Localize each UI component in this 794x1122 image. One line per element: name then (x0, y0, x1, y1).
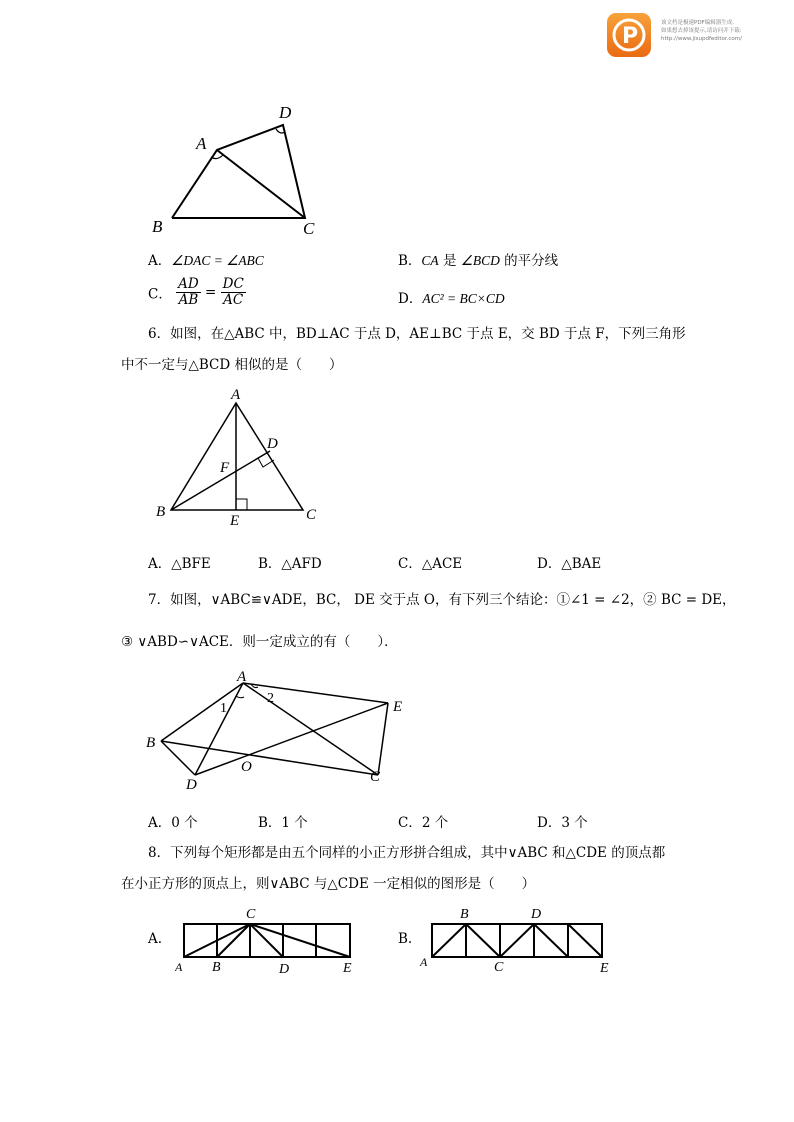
figure-q5 (140, 95, 340, 240)
q6-stem-line1: 6．如图，在△ABC 中，BD⊥AC 于点 D，AE⊥BC 于点 E，交 BD 于点 F，下列三角形 (148, 326, 686, 342)
fig8b-label-C: C (494, 960, 504, 975)
fig6-label-E: E (230, 513, 240, 529)
q7-stem-line2: ③ ∨ABD∽∨ACE．则一定成立的有（ ）． (121, 634, 398, 650)
fig8a-label-C: C (246, 907, 256, 922)
q8-option-a-label: A. (148, 931, 163, 947)
fig7-label-O: O (241, 759, 252, 775)
q5-option-d: D．AC² = BC×CD (398, 291, 505, 307)
fig6-label-F: F (220, 460, 230, 476)
q6-option-a: A．△BFE (148, 556, 211, 572)
figure-q8-b (418, 902, 618, 977)
fig8a-label-E: E (343, 961, 352, 976)
q6-option-b: B．△AFD (258, 556, 322, 572)
q8-stem-line2: 在小正方形的顶点上，则∨ABC 与△CDE 一定相似的图形是（ ） (121, 876, 536, 892)
q7-option-b: B．1 个 (258, 815, 308, 831)
figure-q6 (150, 385, 330, 530)
q6-option-d: D．△BAE (537, 556, 602, 572)
app-logo (607, 13, 651, 57)
watermark-line: 如果想去掉该提示,请访问并下载: (661, 28, 742, 34)
figure-q7 (140, 662, 420, 792)
fig6-label-B: B (156, 504, 166, 520)
q8-option-b-label: B. (398, 931, 413, 947)
q7-option-d: D．3 个 (537, 815, 588, 831)
fig8b-label-B: B (460, 907, 469, 922)
logo-p-icon (607, 13, 651, 57)
fig8a-label-D: D (279, 962, 290, 977)
q5-option-c: C． $\frac{AD}{AB}$ = $\frac{DC}{AC}$ (148, 276, 244, 308)
fig7-label-A: A (237, 669, 247, 685)
fig7-label-2: 2 (267, 691, 274, 706)
fig6-label-A: A (231, 387, 241, 403)
watermark-line: 该文档是极速PDF编辑器生成, (661, 20, 734, 26)
fig5-label-C: C (303, 219, 315, 238)
fig8b-label-A: A (420, 955, 428, 969)
fig7-label-C: C (370, 769, 381, 785)
fig7-label-D: D (186, 777, 197, 792)
fig8a-label-B: B (212, 960, 221, 975)
fig8b-label-D: D (531, 907, 542, 922)
q8-stem-line1: 8．下列每个矩形都是由五个同样的小正方形拼合组成，其中∨ABC 和△CDE 的顶点都 (148, 845, 666, 861)
fig8a-label-A: A (175, 960, 183, 974)
fig6-label-D: D (267, 436, 278, 452)
q6-stem-line2: 中不一定与△BCD 相似的是（ ） (121, 357, 343, 373)
q5-option-a: A．∠DAC = ∠ABC (148, 253, 264, 269)
logo-letter: P (622, 24, 639, 49)
figure-q8-a (175, 902, 365, 977)
q7-stem-line1: 7．如图，∨ABC≌∨ADE，BC， DE 交于点 O，有下列三个结论：①∠1 = ∠2，② BC = DE， (148, 592, 736, 608)
fig7-label-1: 1 (220, 701, 227, 716)
fig8b-label-E: E (600, 961, 609, 976)
q5-option-b: B．CA 是 ∠BCD 的平分线 (398, 253, 559, 269)
watermark-text (661, 19, 771, 43)
fig5-label-A: A (196, 134, 207, 153)
fig7-label-E: E (393, 699, 403, 715)
q6-option-c: C．△ACE (398, 556, 463, 572)
watermark-line: http://www.jisupdfeditor.com/ (661, 36, 742, 42)
fig5-label-B: B (152, 217, 163, 236)
fig7-label-B: B (146, 735, 156, 751)
fig6-label-C: C (306, 507, 317, 523)
q7-option-c: C．2 个 (398, 815, 449, 831)
q7-option-a: A．0 个 (148, 815, 198, 831)
fig5-label-D: D (279, 103, 292, 122)
